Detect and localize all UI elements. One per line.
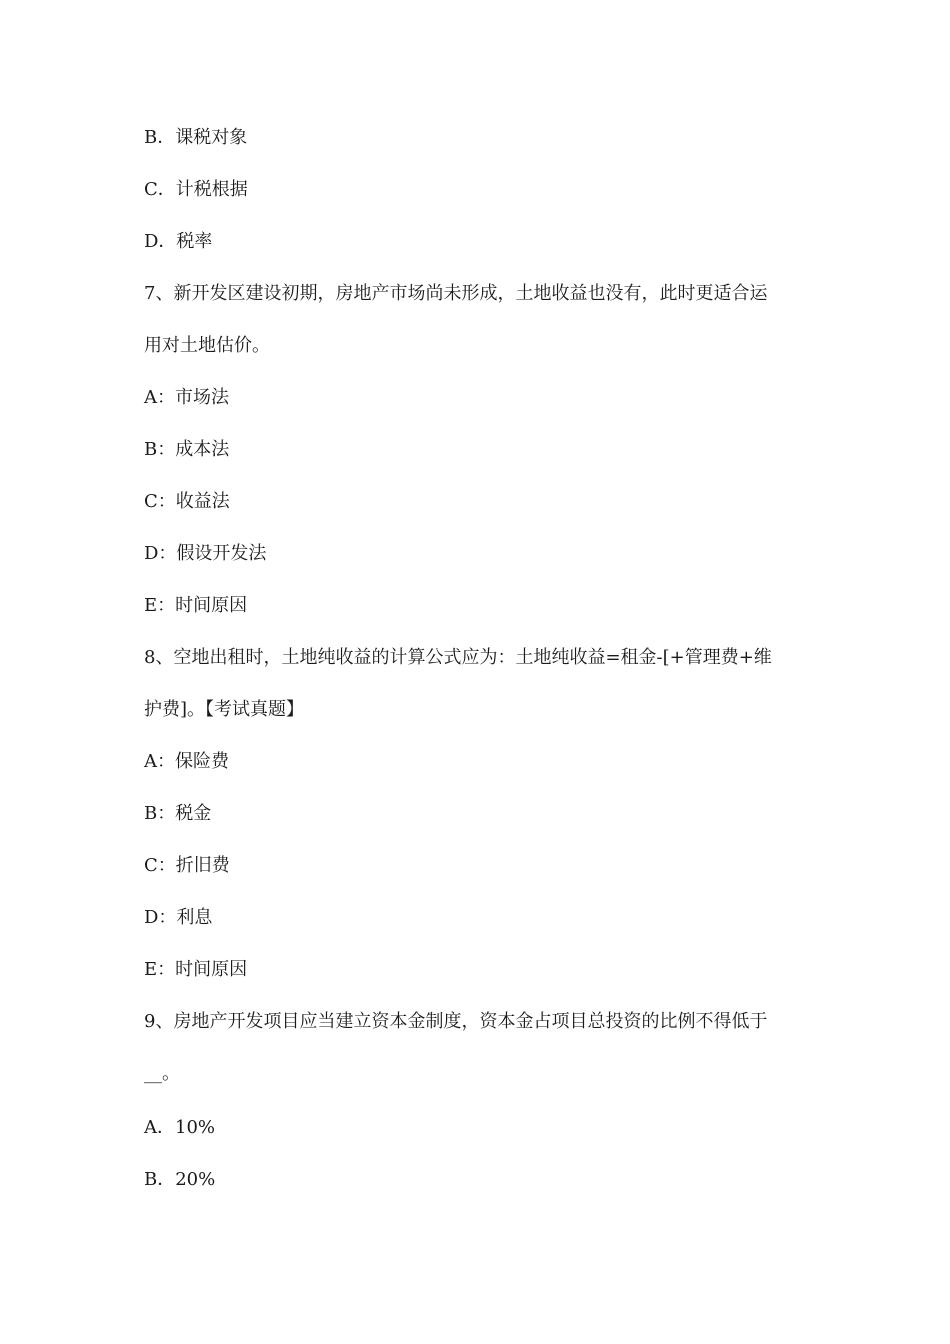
- q9-option-a: A．10%: [144, 1117, 216, 1138]
- question-8-text-line-1: 8、空地出租时，土地纯收益的计算公式应为：土地纯收益=租金-[+管理费+维: [144, 647, 772, 668]
- q7-option-a: A：市场法: [144, 387, 229, 408]
- q9-option-b: B．20%: [144, 1169, 216, 1190]
- q7-option-b: B：成本法: [144, 439, 230, 460]
- q7-option-e: E：时间原因: [144, 595, 248, 616]
- question-9-text-line-1: 9、房地产开发项目应当建立资本金制度，资本金占项目总投资的比例不得低于: [144, 1011, 768, 1032]
- q7-option-d: D：假设开发法: [144, 543, 267, 564]
- question-7-text-line-2: 用对土地估价。: [144, 335, 270, 356]
- q8-option-c: C：折旧费: [144, 855, 230, 876]
- question-7-text-line-1: 7、新开发区建设初期，房地产市场尚未形成，土地收益也没有，此时更适合运: [144, 283, 768, 304]
- q8-option-b: B：税金: [144, 803, 212, 824]
- option-d-tax-rate: D．税率: [144, 231, 213, 252]
- option-c-tax-basis: C．计税根据: [144, 179, 248, 200]
- q8-option-e: E：时间原因: [144, 959, 248, 980]
- q8-option-d: D：利息: [144, 907, 213, 928]
- q8-option-a: A：保险费: [144, 751, 229, 772]
- question-8-text-line-2: 护费]。【考试真题】: [144, 699, 305, 720]
- q7-option-c: C：收益法: [144, 491, 230, 512]
- option-b-tax-object: B．课税对象: [144, 127, 248, 148]
- question-9-text-line-2: __。: [144, 1063, 180, 1084]
